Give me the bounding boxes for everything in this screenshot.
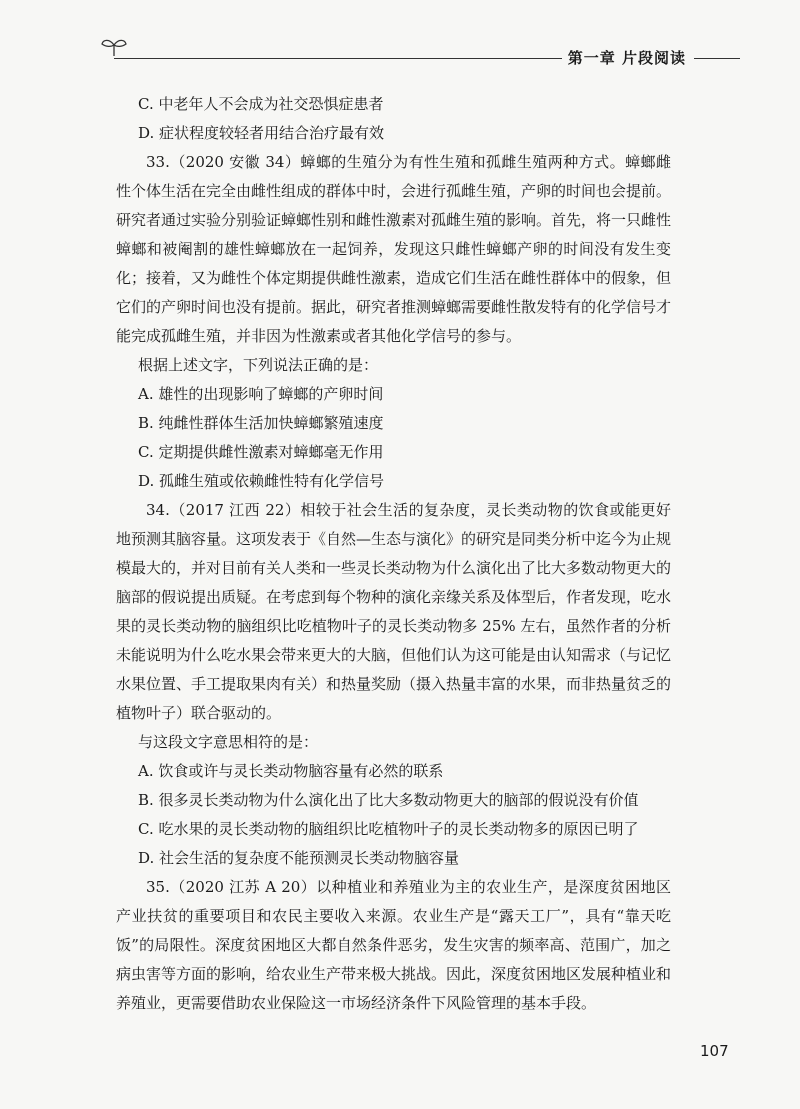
page-body (116, 90, 671, 1018)
question-34-option-b: B. 很多灵长类动物为什么演化出了比大多数动物更大的脑部的假说没有价值 (138, 791, 639, 809)
header-rule-left (114, 58, 634, 59)
question-34-option-c: C. 吃水果的灵长类动物的脑组织比吃植物叶子的灵长类动物多的原因已明了 (138, 820, 639, 838)
chapter-title: 第一章 片段阅读 (562, 47, 692, 68)
question-34-prompt: 与这段文字意思相符的是： (138, 733, 319, 751)
page-number: 107 (700, 1042, 729, 1060)
question-35-passage: 35.（2020 江苏 A 20）以种植业和养殖业为主的农业生产，是深度贫困地区产业扶贫的重要项目和农民主要收入来源。农业生产是“露天工厂”，具有“靠天吃饭”的局限性。深度贫困地区大都自然条件恶劣，发生灾害的频率高、范围广，加之病虫害等方面的影响，给农业生产带来极大挑战。因此，深度贫困地区发展种植业和养殖业，更需要借助农业保险这一市场经济条件下风险管理的基本手段。 (116, 878, 672, 1012)
question-33-option-d: D. 孤雌生殖或依赖雌性特有化学信号 (138, 472, 385, 490)
header-rule-right (694, 58, 740, 59)
question-33-passage: 33.（2020 安徽 34）蟑螂的生殖分为有性生殖和孤雌生殖两种方式。蟑螂雌性个体生活在完全由雌性组成的群体中时，会进行孤雌生殖，产卵的时间也会提前。研究者通过实验分别验证蟑螂性别和雌性激素对孤雌生殖的影响。首先，将一只雌性蟑螂和被阉割的雄性蟑螂放在一起饲养，发现这只雌性蟑螂产卵的时间没有发生变化；接着，又为雌性个体定期提供雌性激素，造成它们生活在雌性群体中的假象，但它们的产卵时间也没有提前。据此，研究者推测蟑螂需要雌性散发特有的化学信号才能完成孤雌生殖，并非因为性激素或者其他化学信号的参与。 (116, 153, 672, 345)
question-33-option-b: B. 纯雌性群体生活加快蟑螂繁殖速度 (138, 414, 384, 432)
question-34-option-d: D. 社会生活的复杂度不能预测灵长类动物脑容量 (138, 849, 460, 867)
option-d: D. 症状程度较轻者用结合治疗最有效 (138, 124, 385, 142)
question-34-option-a: A. 饮食或许与灵长类动物脑容量有必然的联系 (138, 762, 444, 780)
option-c: C. 中老年人不会成为社交恐惧症患者 (138, 95, 384, 113)
question-34-passage: 34.（2017 江西 22）相较于社会生活的复杂度，灵长类动物的饮食或能更好地预测其脑容量。这项发表于《自然—生态与演化》的研究是同类分析中迄今为止规模最大的，并对目前有关人类和一些灵长类动物为什么演化出了比大多数动物更大的脑部的假说提出质疑。在考虑到每个物种的演化亲缘关系及体型后，作者发现，吃水果的灵长类动物的脑组织比吃植物叶子的灵长类动物多 25% 左右，虽然作者的分析未能说明为什么吃水果会带来更大的大脑，但他们认为这可能是由认知需求（与记忆水果位置、手工提取果肉有关）和热量奖励（摄入热量丰富的水果，而非热量贫乏的植物叶子）联合驱动的。 (116, 501, 672, 722)
page-header (100, 36, 740, 76)
leaf-ornament-icon (100, 36, 130, 58)
question-33-prompt: 根据上述文字，下列说法正确的是： (138, 356, 379, 374)
question-33-option-a: A. 雄性的出现影响了蟑螂的产卵时间 (138, 385, 384, 403)
question-33-option-c: C. 定期提供雌性激素对蟑螂毫无作用 (138, 443, 384, 461)
